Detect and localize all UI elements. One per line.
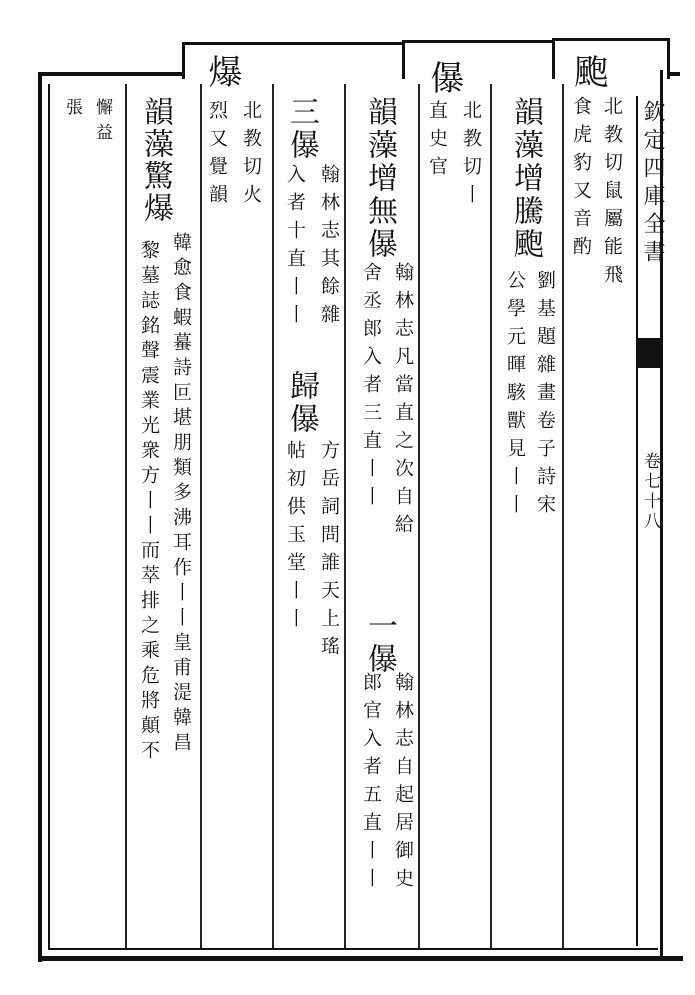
column-rule [490,84,492,948]
column-rule [562,84,564,948]
entry-text: 翰林志自起居御史 [392,672,414,896]
book-title: 欽定四庫全書 [640,100,665,268]
frame-bottom [38,956,683,961]
entry-text: 郎官入者五直丨丨 [360,672,382,896]
entry-head: 三儤 [284,96,319,162]
frame-left [38,72,42,962]
entry-text: 黎墓誌銘聲震業光衆方丨丨而萃排之乘危將顛不 [138,240,160,765]
entry-text: 方岳詞問誰天上瑤 [318,440,340,664]
entry-text: 烈又覺韻 [206,100,228,212]
entry-head: 一儤 [362,610,397,676]
entry-text: 張 [62,98,82,123]
entry-text: 直史官 [426,100,448,184]
entry-head: 韻藻驚爆 [138,96,173,224]
entry-text: 帖初供玉堂丨丨 [284,440,306,636]
entry-head: 颮 [568,54,608,90]
column-rule [200,84,202,948]
entry-text: 北教切丨 [460,100,482,212]
column-rule [125,84,127,948]
column-rule [418,84,420,948]
entry-text: 入者十直丨丨 [284,164,306,332]
fishtail-mark [638,338,660,368]
entry-text: 公學元暉駭獸見丨丨 [504,270,526,522]
column-rule [344,84,346,948]
margin-rule-inner [636,96,638,946]
entry-head: 儤 [424,60,464,96]
entry-head: 韻藻增騰颮 [508,96,543,261]
column-rule [272,84,274,948]
entry-text: 韓愈食蝦蟇詩叵堪朋類多沸耳作丨丨皇甫湜韓昌 [170,232,192,757]
entry-head: 爆 [202,54,242,90]
entry-text: 劉基題雜畫卷子詩宋 [534,270,556,522]
entry-text: 懈益 [92,98,112,148]
frame-inner-bottom [48,948,658,950]
entry-text: 翰林志凡當直之次自給 [392,262,414,542]
volume-label: 卷七十八 [640,452,660,532]
entry-text: 翰林志其餘雜 [318,164,340,332]
entry-text: 北教切鼠屬能飛 [601,96,623,292]
frame-inner-left [48,84,50,950]
entry-head: 歸儤 [284,370,319,436]
entry-text: 食虎豹又音酌 [570,96,592,264]
entry-text: 舍丞郎入者三直丨丨 [360,262,382,514]
entry-head: 韻藻增無儤 [362,96,397,261]
entry-text: 北教切火 [240,100,262,212]
